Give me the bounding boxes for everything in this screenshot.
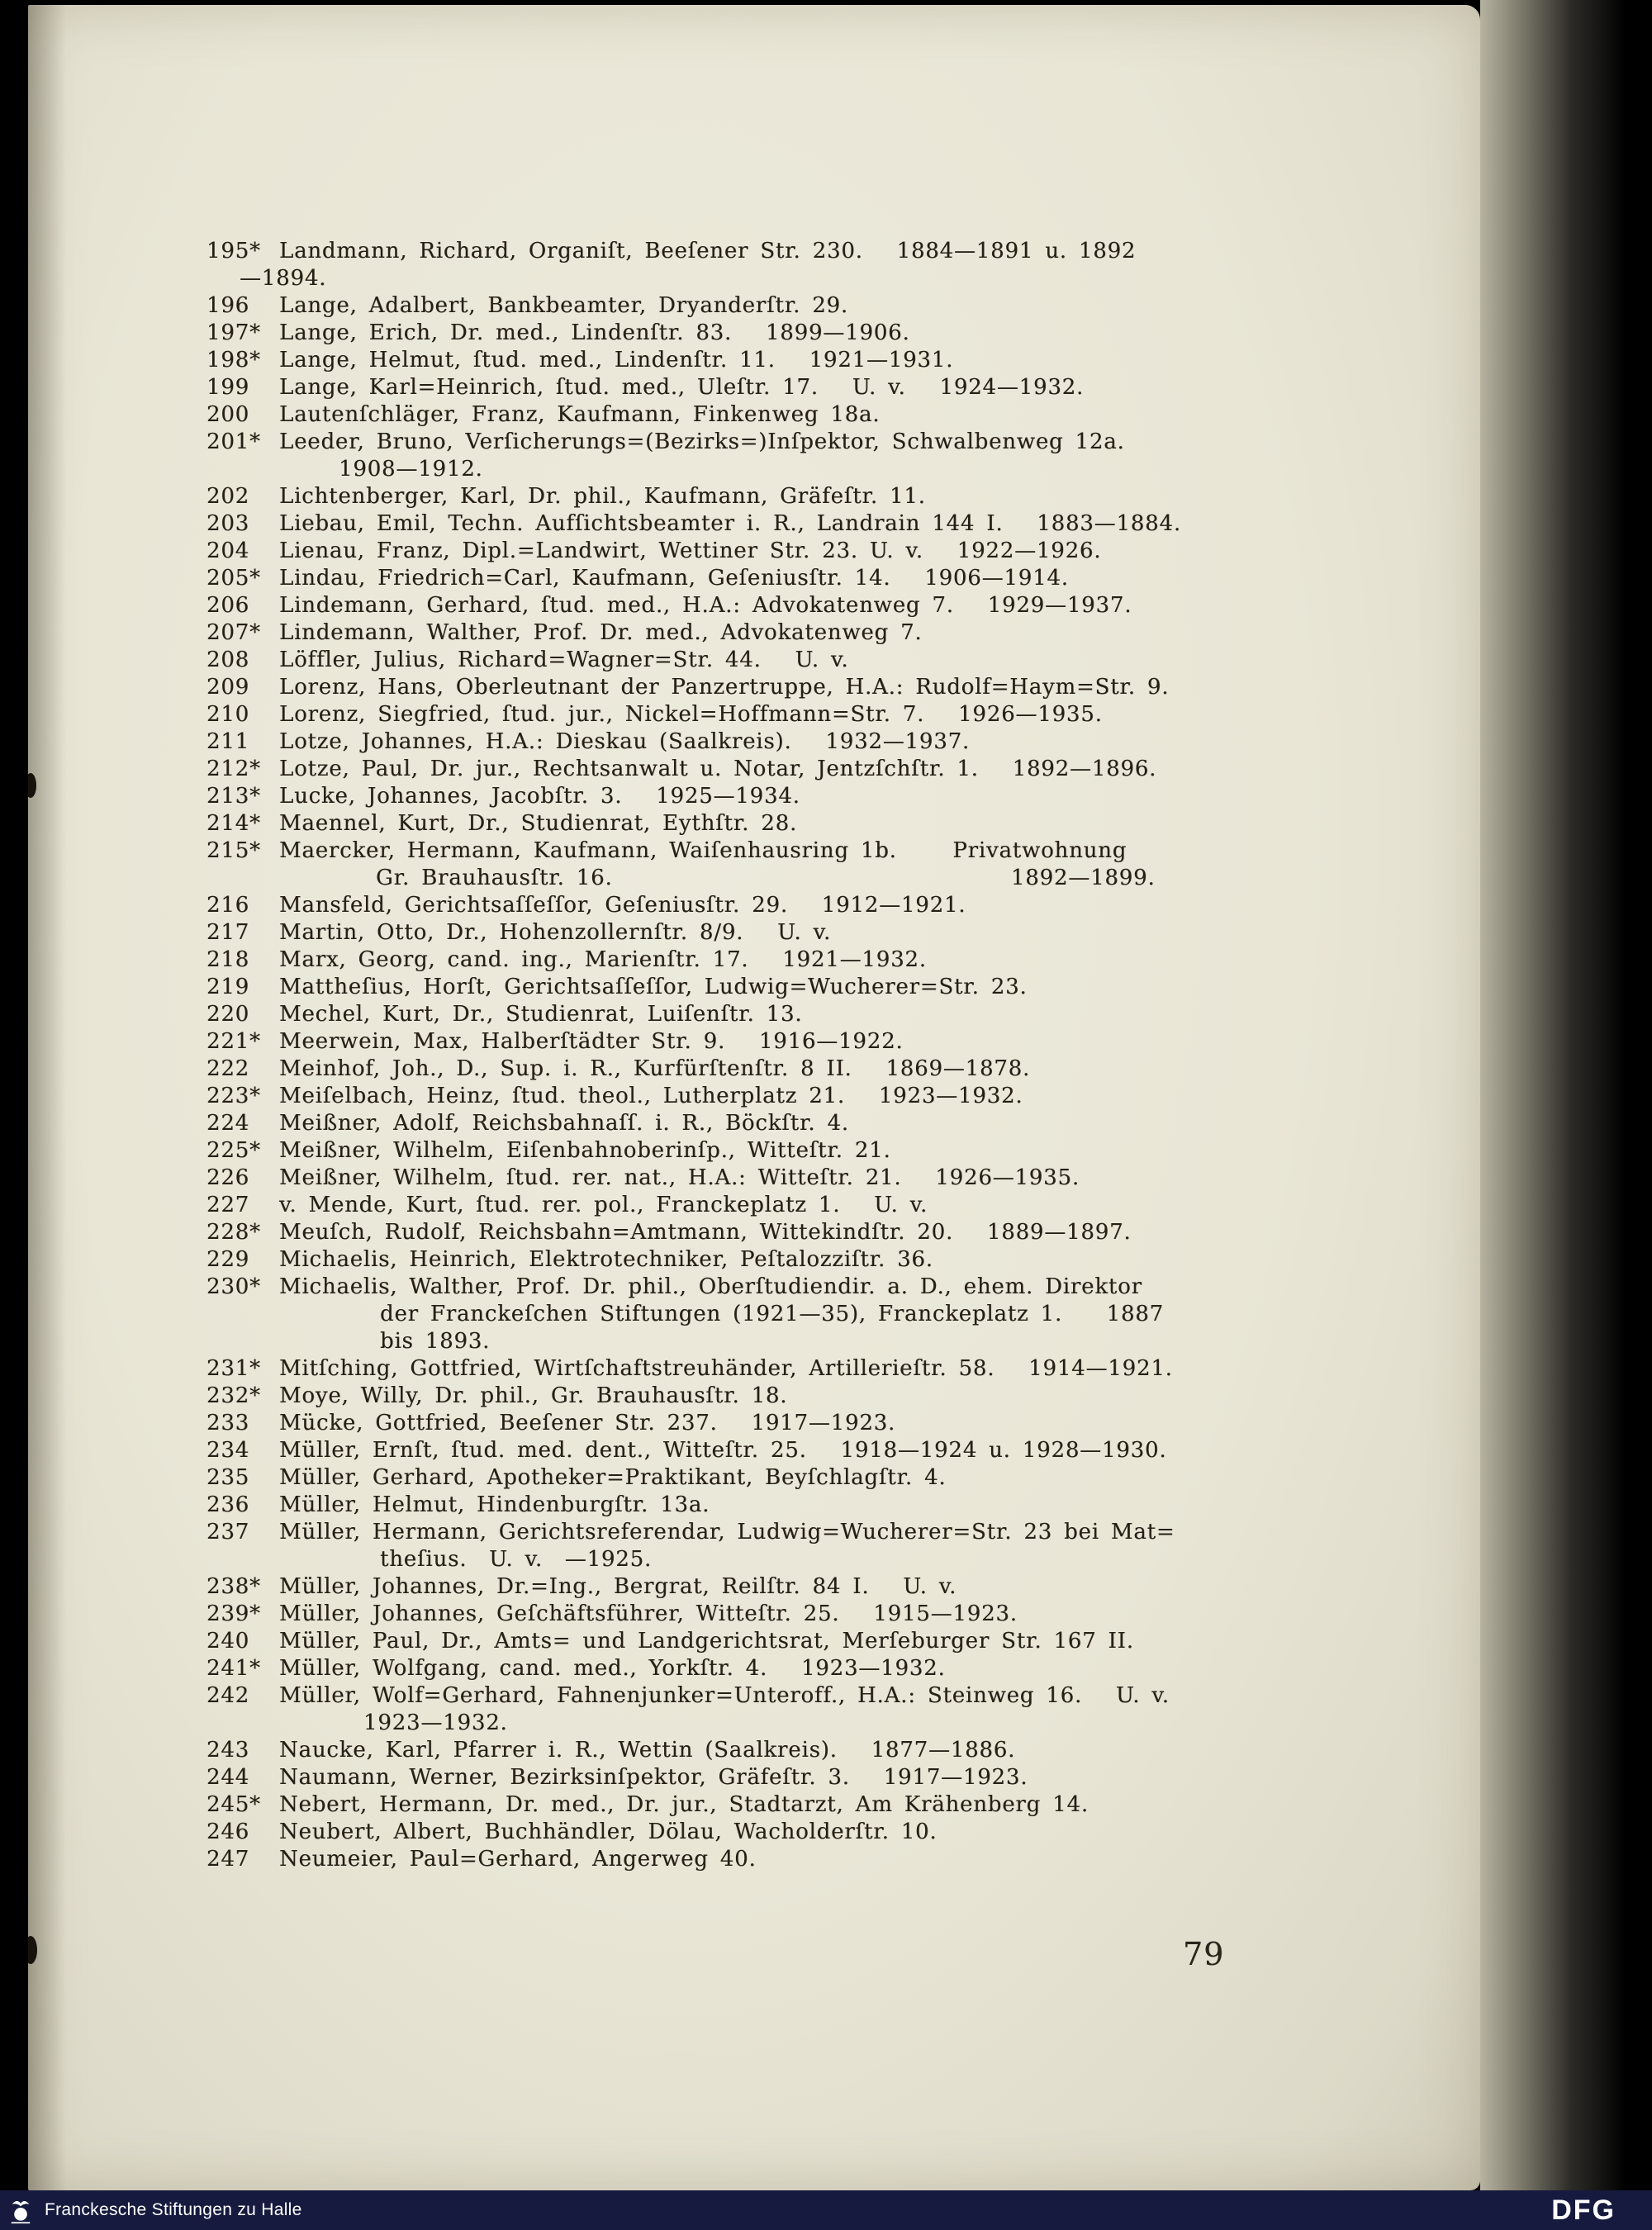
directory-entry	[206, 510, 1446, 538]
entry-line	[206, 1437, 1446, 1464]
directory-entry	[206, 619, 1446, 647]
entry-text: Müller, Ernſt, ſtud. med. dent., Witteſtr. 25. 1918—1924 u. 1928—1930.	[279, 1438, 1167, 1463]
entry-line	[206, 892, 1446, 919]
directory-entry	[206, 728, 1446, 756]
entry-number: 216	[206, 893, 250, 918]
entry-text: Naumann, Werner, Bezirksinſpektor, Gräfeſtr. 3. 1917—1923.	[279, 1765, 1028, 1790]
directory-entry	[206, 1519, 1446, 1573]
entry-text: Leeder, Bruno, Verſicherungs=(Bezirks=)Inſpektor, Schwalbenweg 12a.	[279, 429, 1125, 454]
entry-number: 217	[206, 920, 250, 945]
directory-entry	[206, 1628, 1446, 1655]
page-edge-shadow	[1480, 0, 1626, 2190]
entry-line	[206, 238, 1446, 265]
directory-entry	[206, 429, 1446, 483]
entry-number: 212*	[206, 757, 261, 781]
page-blemish	[28, 773, 36, 798]
entry-continuation-line: der Franckeſchen Stiftungen (1921—35), Franckeplatz 1. 1887	[380, 1302, 1164, 1326]
directory-entry	[206, 701, 1446, 728]
entry-line	[206, 974, 1446, 1001]
entry-number: 210	[206, 702, 250, 727]
entry-line	[206, 1083, 1446, 1110]
entry-text: Lotze, Paul, Dr. jur., Rechtsanwalt u. Notar, Jentzſchſtr. 1. 1892—1896.	[279, 757, 1157, 781]
entry-line	[206, 374, 1446, 401]
entry-text: Mattheſius, Horſt, Gerichtsaſſeſſor, Ludwig=Wucherer=Str. 23.	[279, 975, 1028, 999]
directory-entry	[206, 1764, 1446, 1791]
entry-number: 204	[206, 539, 250, 563]
directory-entry	[206, 1165, 1446, 1192]
entry-text: Müller, Johannes, Dr.=Ing., Bergrat, Reilſtr. 84 I. U. v.	[279, 1574, 957, 1599]
franckesche-stiftungen-emblem-icon	[8, 2194, 33, 2227]
directory-entry	[206, 1219, 1446, 1246]
entry-line	[206, 1110, 1446, 1137]
entry-number: 227	[206, 1193, 250, 1217]
directory-entry	[206, 947, 1446, 974]
entry-number: 245*	[206, 1792, 261, 1817]
entry-number: 223*	[206, 1084, 261, 1108]
directory-entry	[206, 1083, 1446, 1110]
entry-text: Mitſching, Gottfried, Wirtſchaftstreuhänder, Artillerieſtr. 58. 1914—1921.	[279, 1356, 1173, 1381]
entry-text: Meuſch, Rudolf, Reichsbahn=Amtmann, Wittekindſtr. 20. 1889—1897.	[279, 1220, 1132, 1245]
entry-text: Michaelis, Walther, Prof. Dr. phil., Oberſtudiendir. a. D., ehem. Direktor	[279, 1274, 1142, 1299]
entry-number: 247	[206, 1847, 250, 1872]
directory-entry	[206, 320, 1446, 347]
entry-continuation-line: theſius. U. v. —1925.	[380, 1547, 653, 1572]
entry-text: Meiſelbach, Heinz, ſtud. theol., Lutherplatz 21. 1923—1932.	[279, 1084, 1023, 1108]
entry-number: 209	[206, 675, 250, 700]
entry-line	[206, 1165, 1446, 1192]
directory-entry	[206, 1028, 1446, 1056]
entry-line	[206, 1383, 1446, 1410]
entry-line	[206, 1655, 1446, 1682]
directory-entry	[206, 1573, 1446, 1601]
entry-line	[206, 565, 1446, 592]
entry-number: 196	[206, 293, 250, 318]
entry-number: 213*	[206, 784, 261, 809]
entry-line	[206, 1056, 1446, 1083]
directory-entry	[206, 1437, 1446, 1464]
directory-entry	[206, 1001, 1446, 1028]
entry-number: 226	[206, 1165, 250, 1190]
entry-line	[206, 510, 1446, 538]
entry-text: Mechel, Kurt, Dr., Studienrat, Luiſenſtr. 13.	[279, 1002, 803, 1027]
entry-line	[206, 1682, 1446, 1710]
entry-number: 246	[206, 1820, 250, 1844]
directory-entry	[206, 1464, 1446, 1492]
entry-text: v. Mende, Kurt, ſtud. rer. pol., Franckeplatz 1. U. v.	[279, 1193, 928, 1217]
entry-text: Neumeier, Paul=Gerhard, Angerweg 40.	[279, 1847, 757, 1872]
directory-entry	[206, 892, 1446, 919]
entry-text: Lindemann, Walther, Prof. Dr. med., Advokatenweg 7.	[279, 620, 923, 645]
directory-entry	[206, 1601, 1446, 1628]
entry-text: Meißner, Wilhelm, ſtud. rer. nat., H.A.: Witteſtr. 21. 1926—1935.	[279, 1165, 1080, 1190]
entry-number: 197*	[206, 320, 261, 345]
entry-number: 218	[206, 947, 250, 972]
directory-entry	[206, 347, 1446, 374]
directory-entry	[206, 974, 1446, 1001]
entry-text: Löffler, Julius, Richard=Wagner=Str. 44. U. v.	[279, 648, 849, 672]
entry-continuation-line: 1923—1932.	[363, 1710, 508, 1735]
entry-text: Müller, Paul, Dr., Amts= und Landgerichtsrat, Merſeburger Str. 167 II.	[279, 1629, 1134, 1654]
directory-entry	[206, 1355, 1446, 1383]
entry-number: 228*	[206, 1220, 261, 1245]
entry-text: Müller, Wolf=Gerhard, Fahnenjunker=Unteroff., H.A.: Steinweg 16. U. v.	[279, 1683, 1170, 1708]
entry-text: Müller, Hermann, Gerichtsreferendar, Ludwig=Wucherer=Str. 23 bei Mat=	[279, 1520, 1175, 1544]
directory-entry	[206, 538, 1446, 565]
entry-line	[206, 701, 1446, 728]
entry-text: Lienau, Franz, Dipl.=Landwirt, Wettiner Str. 23. U. v. 1922—1926.	[279, 539, 1102, 563]
directory-entry	[206, 1819, 1446, 1846]
entry-line	[206, 756, 1446, 783]
entry-number: 220	[206, 1002, 250, 1027]
entry-text: Meißner, Wilhelm, Eiſenbahnoberinſp., Witteſtr. 21.	[279, 1138, 891, 1163]
entry-line	[206, 1492, 1446, 1519]
entry-line	[206, 292, 1446, 320]
entry-line	[206, 320, 1446, 347]
entry-number: 240	[206, 1629, 250, 1654]
entry-number: 235	[206, 1465, 250, 1490]
entry-text: Müller, Johannes, Geſchäftsführer, Witteſtr. 25. 1915—1923.	[279, 1601, 1018, 1626]
entry-number: 199	[206, 375, 250, 400]
entry-number: 232*	[206, 1383, 261, 1408]
entry-line	[206, 1246, 1446, 1274]
entry-line	[206, 1274, 1446, 1301]
entry-text: Lindau, Friedrich=Carl, Kaufmann, Geſeniusſtr. 14. 1906—1914.	[279, 566, 1069, 591]
entry-text: Mücke, Gottfried, Beeſener Str. 237. 1917—1923.	[279, 1411, 896, 1435]
entry-line	[206, 483, 1446, 510]
entry-text: Lange, Karl=Heinrich, ſtud. med., Uleſtr. 17. U. v. 1924—1932.	[279, 375, 1085, 400]
directory-entry	[206, 292, 1446, 320]
entry-number: 208	[206, 648, 250, 672]
entry-number: 237	[206, 1520, 250, 1544]
entry-number: 233	[206, 1411, 250, 1435]
entry-line	[206, 1137, 1446, 1165]
entry-number: 239*	[206, 1601, 261, 1626]
entry-line	[206, 1737, 1446, 1764]
directory-entry	[206, 374, 1446, 401]
entry-line	[206, 429, 1446, 456]
entry-number: 234	[206, 1438, 250, 1463]
directory-entry	[206, 783, 1446, 810]
entry-text: Meißner, Adolf, Reichsbahnaſſ. i. R., Böckſtr. 4.	[279, 1111, 849, 1136]
entry-number: 203	[206, 511, 250, 536]
entry-number: 244	[206, 1765, 250, 1790]
entry-number: 205*	[206, 566, 261, 591]
entry-text: Neubert, Albert, Buchhändler, Dölau, Wacholderſtr. 10.	[279, 1820, 938, 1844]
entry-number: 214*	[206, 811, 261, 836]
watermark-bar	[0, 2190, 1652, 2230]
directory-entry-list	[206, 238, 1446, 1873]
entry-line	[206, 1573, 1446, 1601]
entry-number: 224	[206, 1111, 250, 1136]
directory-entry	[206, 565, 1446, 592]
entry-line	[206, 1819, 1446, 1846]
directory-entry	[206, 1846, 1446, 1873]
entry-line	[206, 1519, 1446, 1546]
entry-number: 229	[206, 1247, 250, 1272]
directory-entry	[206, 1410, 1446, 1437]
entry-continuation-line: bis 1893.	[380, 1329, 491, 1354]
entry-line	[206, 810, 1446, 837]
directory-entry	[206, 1192, 1446, 1219]
entry-text: Lange, Helmut, ſtud. med., Lindenſtr. 11. 1921—1931.	[279, 348, 954, 372]
entry-number: 221*	[206, 1029, 261, 1054]
entry-line	[206, 919, 1446, 947]
entry-number: 238*	[206, 1574, 261, 1599]
entry-continuation-line: 1908—1912.	[339, 457, 483, 482]
entry-text: Martin, Otto, Dr., Hohenzollernſtr. 8/9. U. v.	[279, 920, 832, 945]
entry-text: Nebert, Hermann, Dr. med., Dr. jur., Stadtarzt, Am Krähenberg 14.	[279, 1792, 1089, 1817]
directory-entry	[206, 1274, 1446, 1355]
entry-line	[206, 592, 1446, 619]
entry-text: Lotze, Johannes, H.A.: Dieskau (Saalkreis). 1932—1937.	[279, 729, 970, 754]
entry-number: 207*	[206, 620, 261, 645]
entry-line	[206, 1410, 1446, 1437]
entry-text: Mansfeld, Gerichtsaſſeſſor, Geſeniusſtr. 29. 1912—1921.	[279, 893, 966, 918]
entry-number: 225*	[206, 1138, 261, 1163]
entry-line	[206, 1028, 1446, 1056]
directory-entry	[206, 1682, 1446, 1737]
entry-text: Naucke, Karl, Pfarrer i. R., Wettin (Saalkreis). 1877—1886.	[279, 1738, 1016, 1763]
entry-continuation-line: —1894.	[240, 266, 327, 291]
entry-number: 241*	[206, 1656, 261, 1681]
entry-line	[206, 837, 1446, 865]
entry-text: Müller, Wolfgang, cand. med., Yorkſtr. 4. 1923—1932.	[279, 1656, 946, 1681]
entry-line	[206, 783, 1446, 810]
directory-entry	[206, 1137, 1446, 1165]
entry-number: 219	[206, 975, 250, 999]
directory-entry	[206, 837, 1446, 892]
directory-entry	[206, 1737, 1446, 1764]
entry-text: Meerwein, Max, Halberſtädter Str. 9. 1916—1922.	[279, 1029, 904, 1054]
page-blemish	[28, 1936, 37, 1964]
entry-line	[206, 1192, 1446, 1219]
entry-line	[206, 619, 1446, 647]
page-number: 79	[1183, 1936, 1225, 1972]
dfg-logo: DFG	[1551, 2194, 1616, 2226]
entry-number: 231*	[206, 1356, 261, 1381]
directory-entry	[206, 1492, 1446, 1519]
directory-entry	[206, 1383, 1446, 1410]
directory-entry	[206, 919, 1446, 947]
directory-entry	[206, 1056, 1446, 1083]
entry-line	[206, 1219, 1446, 1246]
entry-number: 236	[206, 1492, 250, 1517]
entry-text: Lautenſchläger, Franz, Kaufmann, Finkenweg 18a.	[279, 402, 881, 427]
entry-line	[206, 647, 1446, 674]
entry-number: 230*	[206, 1274, 261, 1299]
entry-line	[206, 1601, 1446, 1628]
directory-entry	[206, 592, 1446, 619]
entry-line	[206, 1001, 1446, 1028]
entry-line	[206, 538, 1446, 565]
entry-text: Moye, Willy, Dr. phil., Gr. Brauhausſtr. 18.	[279, 1383, 788, 1408]
entry-number: 206	[206, 593, 250, 618]
entry-text: Maennel, Kurt, Dr., Studienrat, Eythſtr. 28.	[279, 811, 798, 836]
entry-number: 200	[206, 402, 250, 427]
entry-text: Landmann, Richard, Organiſt, Beeſener Str. 230. 1884—1891 u. 1892	[279, 239, 1137, 263]
entry-number: 215*	[206, 838, 261, 863]
entry-number: 201*	[206, 429, 261, 454]
entry-number: 211	[206, 729, 250, 754]
entry-text: Marx, Georg, cand. ing., Marienſtr. 17. 1921—1932.	[279, 947, 927, 972]
entry-line	[206, 1628, 1446, 1655]
book-page	[28, 5, 1480, 2190]
entry-line	[206, 1464, 1446, 1492]
entry-number: 202	[206, 484, 250, 509]
entry-line	[206, 1846, 1446, 1873]
entry-text: Lindemann, Gerhard, ſtud. med., H.A.: Advokatenweg 7. 1929—1937.	[279, 593, 1132, 618]
directory-entry	[206, 810, 1446, 837]
entry-line	[206, 401, 1446, 429]
entry-line	[206, 347, 1446, 374]
directory-entry	[206, 238, 1446, 292]
entry-text: Lange, Erich, Dr. med., Lindenſtr. 83. 1899—1906.	[279, 320, 910, 345]
entry-line	[206, 674, 1446, 701]
entry-text: Michaelis, Heinrich, Elektrotechniker, Peſtalozziſtr. 36.	[279, 1247, 933, 1272]
entry-text: Lucke, Johannes, Jacobſtr. 3. 1925—1934.	[279, 784, 800, 809]
entry-number: 198*	[206, 348, 261, 372]
entry-continuation-line: Gr. Brauhausſtr. 16. 1892—1899.	[376, 866, 1156, 890]
directory-entry	[206, 1246, 1446, 1274]
library-name: Franckesche Stiftungen zu Halle	[45, 2200, 302, 2219]
entry-line	[206, 1764, 1446, 1791]
directory-entry	[206, 1655, 1446, 1682]
entry-text: Maercker, Hermann, Kaufmann, Waiſenhausring 1b. Privatwohnung	[279, 838, 1127, 863]
entry-text: Lange, Adalbert, Bankbeamter, Dryanderſtr. 29.	[279, 293, 848, 318]
entry-line	[206, 1791, 1446, 1819]
directory-entry	[206, 483, 1446, 510]
directory-entry	[206, 1110, 1446, 1137]
entry-number: 195*	[206, 239, 261, 263]
directory-entry	[206, 1791, 1446, 1819]
entry-number: 242	[206, 1683, 250, 1708]
entry-line	[206, 947, 1446, 974]
entry-number: 222	[206, 1056, 250, 1081]
entry-text: Müller, Helmut, Hindenburgſtr. 13a.	[279, 1492, 710, 1517]
entry-text: Lorenz, Hans, Oberleutnant der Panzertruppe, H.A.: Rudolf=Haym=Str. 9.	[279, 675, 1170, 700]
entry-text: Lorenz, Siegfried, ſtud. jur., Nickel=Hoffmann=Str. 7. 1926—1935.	[279, 702, 1103, 727]
entry-text: Liebau, Emil, Techn. Aufſichtsbeamter i. R., Landrain 144 I. 1883—1884.	[279, 511, 1181, 536]
directory-entry	[206, 674, 1446, 701]
directory-entry	[206, 401, 1446, 429]
entry-line	[206, 728, 1446, 756]
directory-entry	[206, 647, 1446, 674]
entry-text: Lichtenberger, Karl, Dr. phil., Kaufmann, Gräfeſtr. 11.	[279, 484, 926, 509]
entry-number: 243	[206, 1738, 250, 1763]
entry-text: Meinhof, Joh., D., Sup. i. R., Kurfürſtenſtr. 8 II. 1869—1878.	[279, 1056, 1031, 1081]
directory-entry	[206, 756, 1446, 783]
entry-line	[206, 1355, 1446, 1383]
entry-text: Müller, Gerhard, Apotheker=Praktikant, Beyſchlagſtr. 4.	[279, 1465, 947, 1490]
